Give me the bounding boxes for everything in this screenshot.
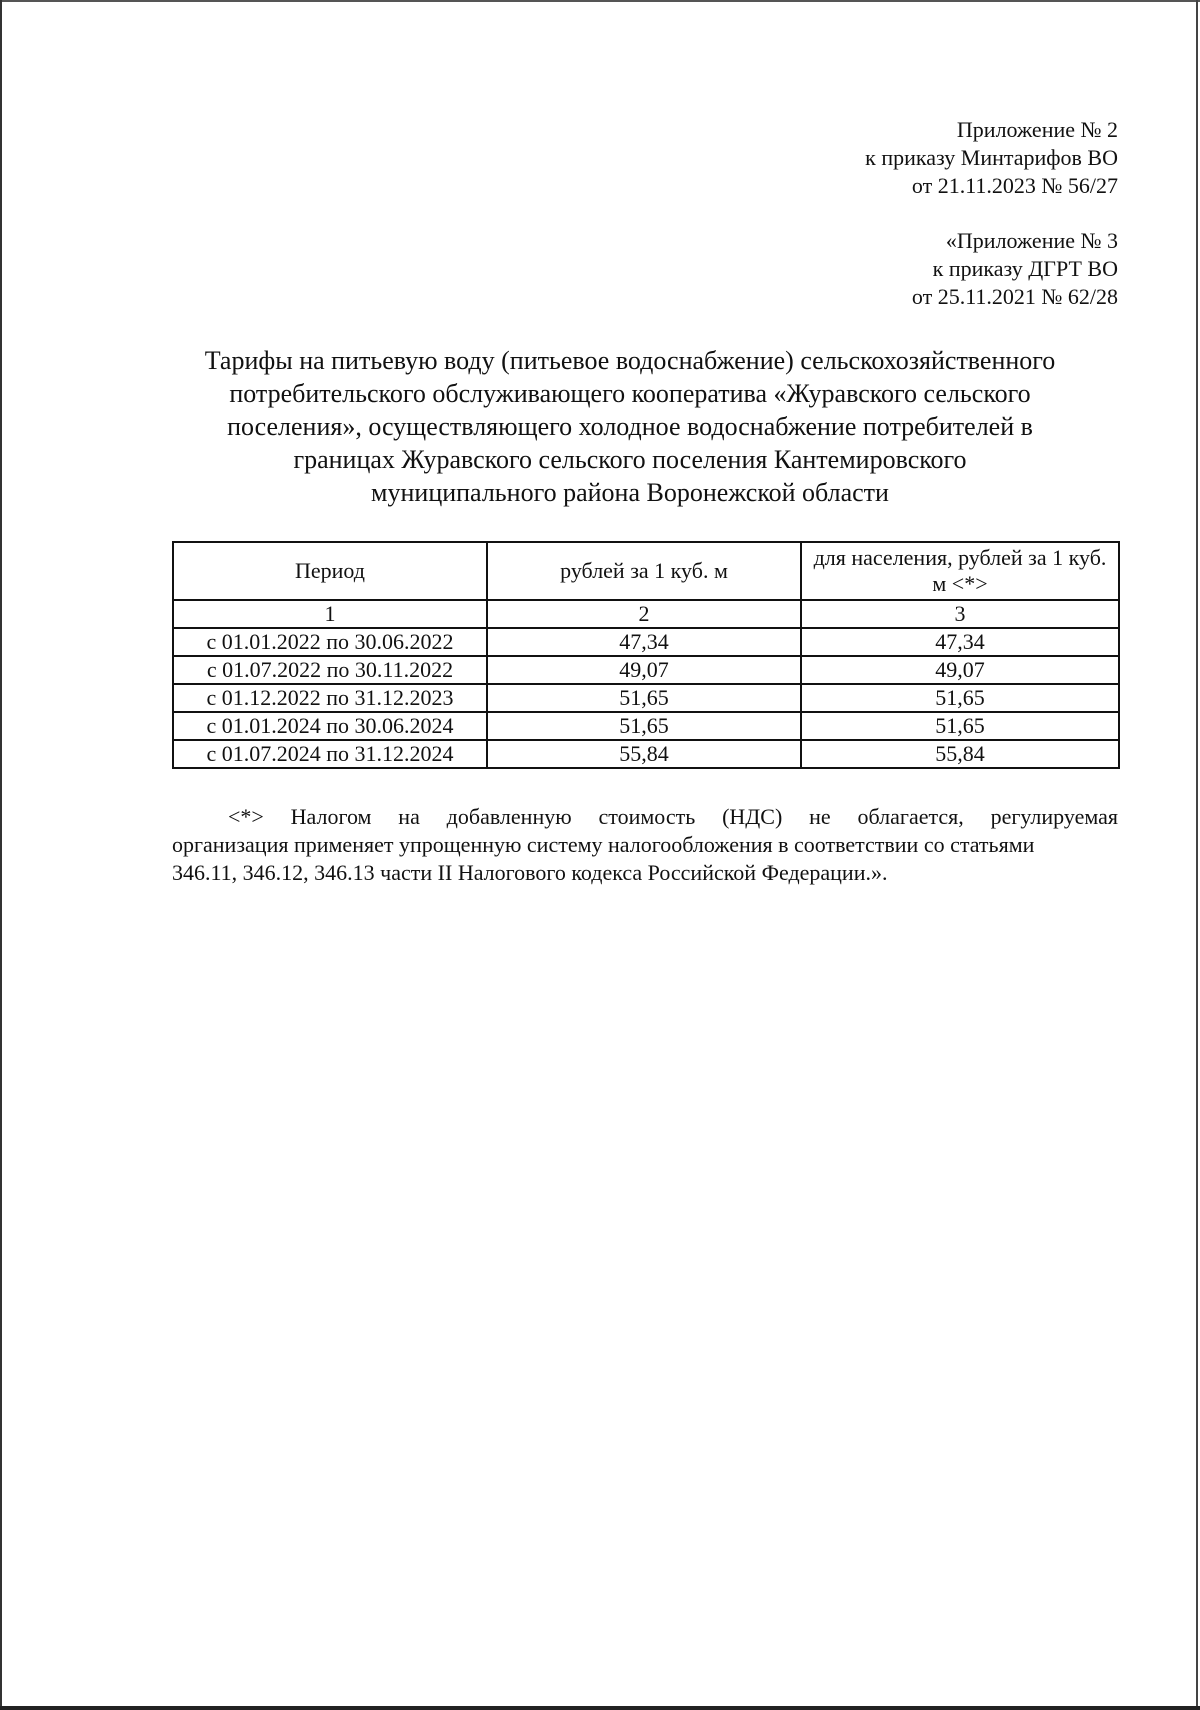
annex-prior-heading	[912, 227, 1118, 311]
annex-prior-line-2: к приказу ДГРТ ВО	[932, 256, 1118, 281]
table-row	[173, 628, 1119, 656]
document-title	[150, 344, 1110, 509]
population-rate-cell: 55,84	[801, 740, 1119, 768]
footnote-line: 346.11, 346.12, 346.13 части II Налогового кодекса Российской Федерации.».	[172, 860, 888, 885]
footnote-line: организация применяет упрощенную систему налогообложения в соответствии со статьями	[172, 832, 1035, 857]
scan-edge-top	[0, 0, 1200, 2]
population-rate-cell: 49,07	[801, 656, 1119, 684]
rate-cell: 49,07	[487, 656, 801, 684]
annex-current-line-3: от 21.11.2023 № 56/27	[911, 173, 1118, 198]
period-cell: с 01.07.2022 по 30.11.2022	[173, 656, 487, 684]
table-row	[173, 712, 1119, 740]
population-rate-cell: 51,65	[801, 712, 1119, 740]
column-number: 3	[801, 600, 1119, 628]
rate-cell: 47,34	[487, 628, 801, 656]
tax-footnote	[172, 803, 1118, 887]
header-population-rate: для населения, рублей за 1 куб. м <*>	[801, 542, 1119, 600]
column-number-row	[173, 600, 1119, 628]
table-row	[173, 684, 1119, 712]
scan-edge-right	[1196, 0, 1198, 1710]
column-number: 1	[173, 600, 487, 628]
footnote-line: <*> Налогом на добавленную стоимость (НДС) не облагается, регулируемая	[228, 804, 1118, 829]
header-rate: рублей за 1 куб. м	[487, 542, 801, 600]
annex-current-line-2: к приказу Минтарифов ВО	[865, 145, 1118, 170]
annex-current-line-1: Приложение № 2	[956, 117, 1118, 142]
title-line: потребительского обслуживающего кооператива «Журавского сельского	[229, 379, 1031, 408]
table-header-row	[173, 542, 1119, 600]
table-row	[173, 740, 1119, 768]
period-cell: с 01.07.2024 по 31.12.2024	[173, 740, 487, 768]
column-number: 2	[487, 600, 801, 628]
title-line: Тарифы на питьевую воду (питьевое водоснабжение) сельскохозяйственного	[204, 346, 1056, 375]
title-line: границах Журавского сельского поселения Кантемировского	[293, 445, 967, 474]
annex-current-heading	[865, 116, 1118, 200]
rate-cell: 51,65	[487, 684, 801, 712]
annex-prior-line-1: «Приложение № 3	[945, 228, 1118, 253]
annex-prior-line-3: от 25.11.2021 № 62/28	[911, 284, 1118, 309]
period-cell: с 01.12.2022 по 31.12.2023	[173, 684, 487, 712]
rate-cell: 55,84	[487, 740, 801, 768]
tariff-table	[172, 541, 1120, 769]
period-cell: с 01.01.2022 по 30.06.2022	[173, 628, 487, 656]
title-line: поселения», осуществляющего холодное водоснабжение потребителей в	[227, 412, 1033, 441]
header-period: Период	[173, 542, 487, 600]
scan-edge-bottom	[0, 1706, 1200, 1710]
population-rate-cell: 47,34	[801, 628, 1119, 656]
period-cell: с 01.01.2024 по 30.06.2024	[173, 712, 487, 740]
scan-edge-left	[0, 0, 2, 1710]
title-line: муниципального района Воронежской области	[371, 478, 889, 507]
table-row	[173, 656, 1119, 684]
population-rate-cell: 51,65	[801, 684, 1119, 712]
rate-cell: 51,65	[487, 712, 801, 740]
